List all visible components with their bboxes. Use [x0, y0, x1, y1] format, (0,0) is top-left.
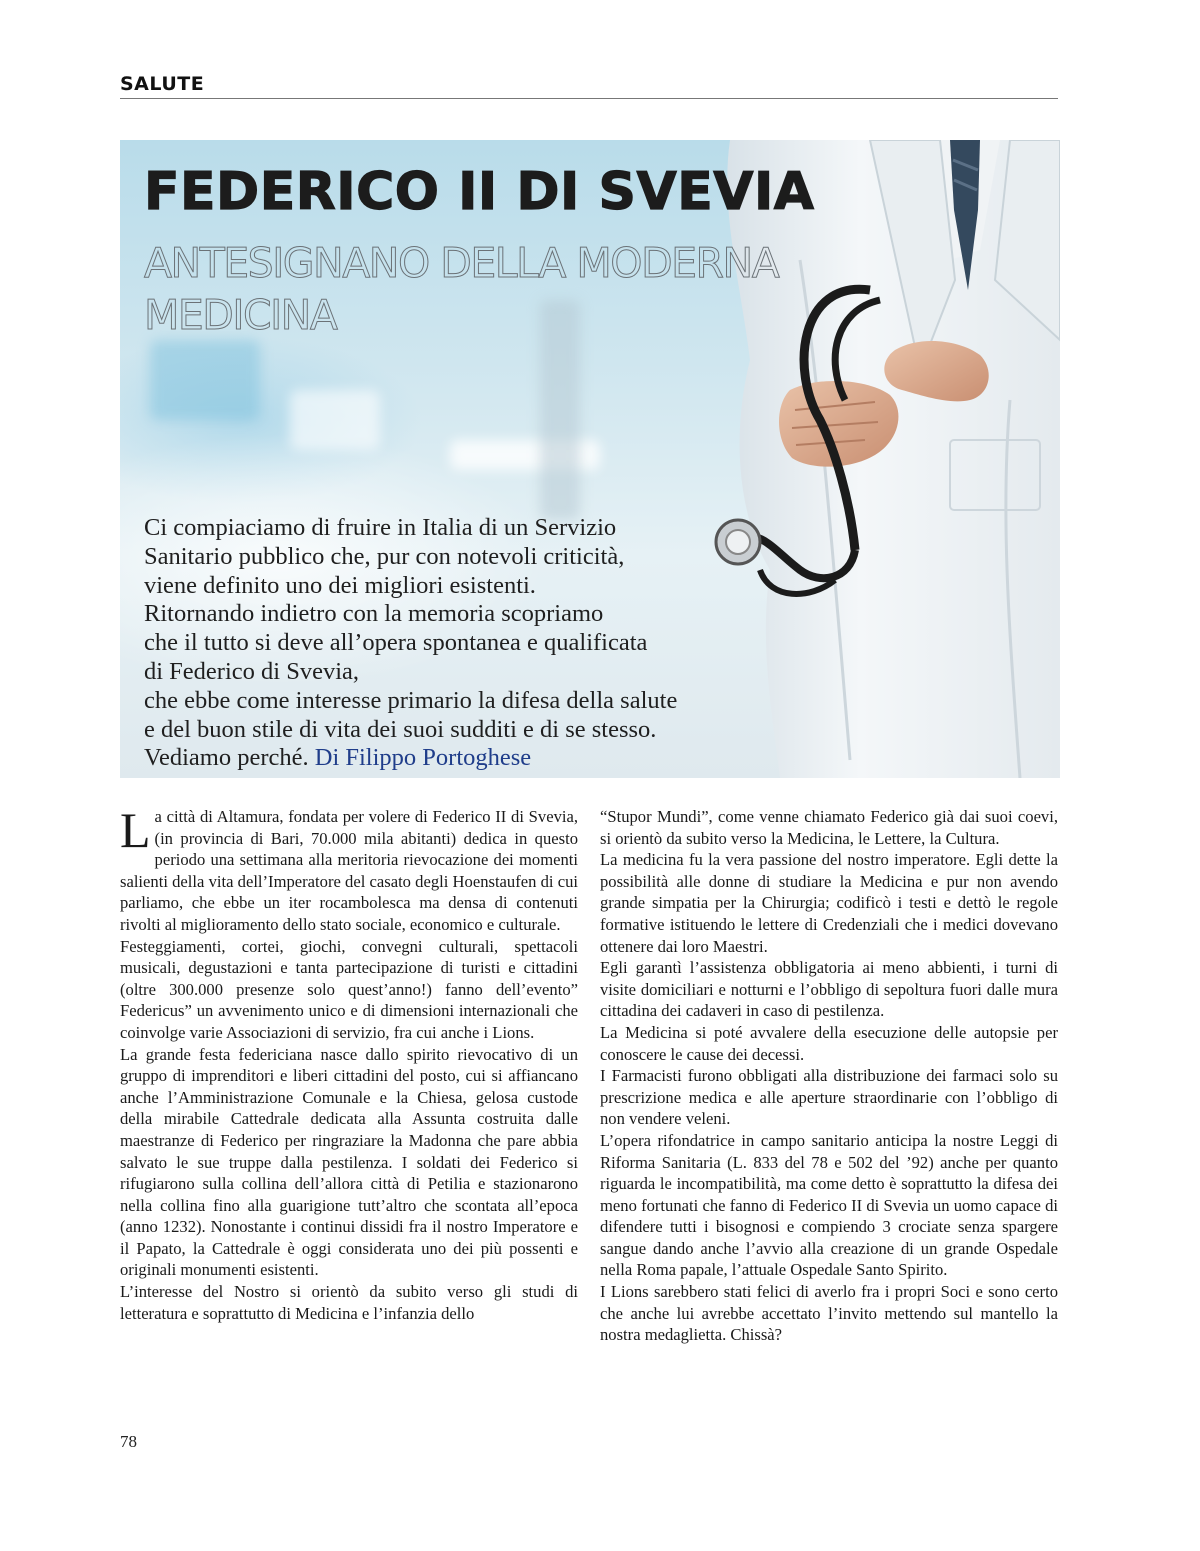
background-window [290, 390, 380, 450]
article-title: FEDERICO II DI SVEVIA [144, 162, 815, 222]
intro-line: che ebbe come interesse primario la difesa della salute [144, 686, 678, 714]
intro-line: e del buon stile di vita dei suoi sudditi e di se stesso. [144, 715, 657, 743]
paragraph: La medicina fu la vera passione del nostro imperatore. Egli dette la possibilità alle donne di studiare la Medicina e pur non avendo grande simpatia per la Chirurgia; codificò i testi e dettò le regole formative istituendo le lettere di Credenziali che i medici dovevano ottenere dai loro Maestri. [600, 850, 1058, 956]
paragraph: L’interesse del Nostro si orientò da subito verso gli studi di letteratura e soprattutto di Medicina e l’infanzia dello [120, 1282, 578, 1323]
paragraph: L’opera rifondatrice in campo sanitario anticipa la nostre Leggi di Riforma Sanitaria (L. 833 del 78 e 502 del ’92) anche per quanto riguarda le incompatibilità, ma come detto è soprattutto la difesa dei meno fortunati che fanno di Federico II di Svevia un uomo capace di difendere tutti i bisognosi e compiendo 3 crociate senza spargere sangue dando anche l’avvio alla creazione di un grande Ospedale nella Roma papale, l’attuale Ospedale Santo Spirito. [600, 1130, 1058, 1280]
intro-line: Sanitario pubblico che, pur con notevoli criticità, [144, 542, 625, 570]
article-column-right [600, 806, 1058, 1346]
intro-line: che il tutto si deve all’opera spontanea e qualificata [144, 629, 648, 657]
paragraph: I Farmacisti furono obbligati alla distribuzione dei farmaci solo su prescrizione medica e alle aperture straordinarie con l’obbligo di non vendere veleni. [600, 1066, 1058, 1129]
section-label: SALUTE [120, 73, 205, 95]
author-byline: Di Filippo Portoghese [314, 744, 532, 772]
article-subtitle: ANTESIGNANO DELLA MODERNA MEDICINA [144, 239, 779, 339]
background-window [150, 340, 260, 420]
page-number: 78 [120, 1432, 137, 1451]
article-intro [144, 514, 744, 773]
paragraph: La grande festa federiciana nasce dallo spirito rievocativo di un gruppo di imprenditori e liberi cittadini del posto, cui si affiancano anche l’Amministrazione Comunale e la Chiesa, gelosa custode della mirabile Cattedrale dedicata alla Assunta costruita dalle maestranze di Federico per ringraziare la Madonna che pare abbia salvato le sue truppe dalla pestilenza. I soldati dei Federico si rifugiarono sulla collina dell’allora città di Petilia e stazionarono nella collina fino alla guarigione tutt’altro che scontata all’epoca (anno 1232). Nonostante i continui dissidi fra il nostro Imperatore e il Papato, la Cattedrale è oggi considerata uno dei più possenti e originali monumenti esistenti. [120, 1044, 578, 1280]
paragraph: La Medicina si poté avvalere della esecuzione delle autopsie per conoscere le cause dei decessi. [600, 1022, 1058, 1064]
paragraph: I Lions sarebbero stati felici di averlo fra i propri Soci e sono certo che anche lui avrebbe accettato l’invito mettendo sul mantello la nostra medaglietta. Chissà? [600, 1282, 1058, 1345]
intro-line: Ci compiaciamo di fruire in Italia di un Servizio [144, 514, 617, 541]
drop-cap: L [120, 802, 151, 858]
intro-line: di Federico di Svevia, [144, 657, 360, 685]
paragraph: Festeggiamenti, cortei, giochi, convegni culturali, spettacoli musicali, degustazioni e tanta partecipazione di turisti e cittadini (oltre 300.000 presenze solo quest’anno!) fanno dell’evento” Federicus” un avvenimento unico e di dimensioni internazionali che coinvolge varie Associazioni di servizio, fra cui anche i Lions. [120, 936, 578, 1042]
article-column-left [120, 802, 578, 1324]
intro-line: viene definito uno dei migliori esistenti. [144, 571, 536, 599]
intro-line: Ritornando indietro con la memoria scopriamo [144, 600, 604, 628]
intro-closing: Vediamo perché. [144, 744, 309, 772]
paragraph: La città di Altamura, fondata per volere di Federico II di Svevia, (in provincia di Bari, 70.000 mila abitanti) dedica in questo periodo una settimana alla meritoria rievocazione dei momenti salienti della vita dell’Imperatore del casato degli Hoenstaufen di cui parliamo, che ebbe un iter rocambolesca ma densa di contenuti rivolti al miglioramento dello stato sociale, economico e culturale. [120, 802, 578, 934]
section-divider [120, 98, 1058, 99]
paragraph: “Stupor Mundi”, come venne chiamato Federico già dai suoi coevi, si orientò da subito verso la Medicina, le Lettere, la Cultura. [600, 807, 1058, 848]
paragraph: Egli garantì l’assistenza obbligatoria ai meno abbienti, i turni di visite domiciliari e notturni e l’obbligo di sepoltura fuori dalle mura cittadina dei cadaveri in caso di pestilenza. [600, 958, 1058, 1021]
hero-banner [120, 140, 1060, 778]
